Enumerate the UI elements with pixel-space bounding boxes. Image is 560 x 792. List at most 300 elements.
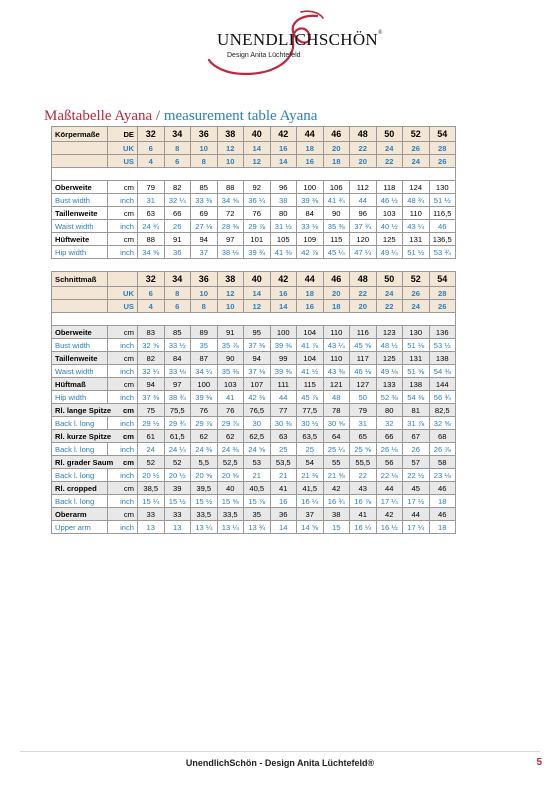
value-cell: 29 ⅞ bbox=[244, 220, 271, 233]
value-cell: 57 bbox=[403, 456, 430, 469]
value-cell: 41 bbox=[217, 391, 244, 404]
brand-logo bbox=[205, 8, 383, 83]
size-cell: 10 bbox=[217, 300, 244, 313]
body-measurement-table bbox=[51, 126, 456, 259]
value-cell: 33 ⅛ bbox=[297, 220, 324, 233]
size-cell: 46 bbox=[323, 127, 350, 142]
value-cell: 38 ¾ bbox=[164, 391, 191, 404]
value-cell: 85 bbox=[191, 181, 218, 194]
value-cell: 41 ½ bbox=[297, 365, 324, 378]
value-cell: 41 ¾ bbox=[323, 194, 350, 207]
value-cell: 97 bbox=[217, 233, 244, 246]
value-cell: 20 ½ bbox=[138, 469, 165, 482]
value-cell: 103 bbox=[217, 378, 244, 391]
value-cell: 138 bbox=[403, 378, 430, 391]
size-system-label: UK bbox=[108, 142, 138, 155]
value-cell: 39 ¾ bbox=[244, 246, 271, 259]
value-cell: 21 bbox=[244, 469, 271, 482]
value-cell: 17 ¼ bbox=[403, 521, 430, 534]
measurement-row-cm bbox=[52, 404, 456, 417]
value-cell: 46 ⅛ bbox=[350, 365, 377, 378]
size-system-label: US bbox=[108, 300, 138, 313]
size-cell: 32 bbox=[138, 272, 165, 287]
size-cell: 18 bbox=[323, 155, 350, 168]
unit-label: inch bbox=[108, 469, 138, 482]
value-cell: 18 bbox=[429, 521, 456, 534]
measurement-row-inch bbox=[52, 417, 456, 430]
measurement-label: Bust width bbox=[52, 194, 108, 207]
value-cell: 67 bbox=[403, 430, 430, 443]
value-cell: 46 bbox=[429, 508, 456, 521]
size-cell: 54 bbox=[429, 127, 456, 142]
value-cell: 51 ⅝ bbox=[403, 365, 430, 378]
value-cell: 96 bbox=[350, 207, 377, 220]
value-cell: 112 bbox=[350, 181, 377, 194]
value-cell: 51 ⅛ bbox=[403, 339, 430, 352]
value-cell: 53 bbox=[244, 456, 271, 469]
value-cell: 121 bbox=[323, 378, 350, 391]
value-cell: 63 bbox=[270, 430, 297, 443]
value-cell: 87 bbox=[191, 352, 218, 365]
value-cell: 123 bbox=[376, 326, 403, 339]
value-cell: 64 bbox=[323, 430, 350, 443]
value-cell: 22 ⅛ bbox=[376, 469, 403, 482]
unit-label: cm bbox=[108, 181, 138, 194]
measurement-label: Bust width bbox=[52, 339, 108, 352]
unit-label: inch bbox=[108, 339, 138, 352]
value-cell: 42 ⅞ bbox=[297, 246, 324, 259]
measurement-label-text: Rl. lange Spitze bbox=[55, 405, 112, 415]
value-cell: 31 bbox=[350, 417, 377, 430]
spacer-cell bbox=[52, 313, 456, 326]
value-cell: 35 ⅜ bbox=[323, 220, 350, 233]
unit-label: inch bbox=[108, 391, 138, 404]
value-cell: 18 bbox=[429, 495, 456, 508]
size-cell: 20 bbox=[350, 155, 377, 168]
value-cell: 20 ⅝ bbox=[191, 469, 218, 482]
measurement-row-inch bbox=[52, 521, 456, 534]
value-cell: 27 ⅛ bbox=[191, 220, 218, 233]
value-cell: 37 ⅜ bbox=[244, 339, 271, 352]
value-cell: 39 ⅜ bbox=[270, 365, 297, 378]
value-cell: 15 bbox=[323, 521, 350, 534]
value-cell: 29 ⅞ bbox=[191, 417, 218, 430]
value-cell: 99 bbox=[270, 352, 297, 365]
value-cell: 21 ⅝ bbox=[323, 469, 350, 482]
measurement-label: Taillenweite bbox=[52, 352, 108, 365]
value-cell: 51 ½ bbox=[429, 194, 456, 207]
value-cell: 35 bbox=[191, 339, 218, 352]
value-cell: 92 bbox=[244, 181, 271, 194]
value-cell: 32 ¼ bbox=[164, 194, 191, 207]
value-cell: 88 bbox=[138, 233, 165, 246]
value-cell: 13 bbox=[138, 521, 165, 534]
size-cell: 52 bbox=[403, 272, 430, 287]
size-cell: 34 bbox=[164, 272, 191, 287]
unit-label: cm bbox=[108, 352, 138, 365]
size-cell: 26 bbox=[403, 287, 430, 300]
size-cell: 24 bbox=[403, 155, 430, 168]
value-cell: 17 ¼ bbox=[376, 495, 403, 508]
measurement-row-cm bbox=[52, 326, 456, 339]
size-cell: 22 bbox=[376, 300, 403, 313]
value-cell: 62 bbox=[191, 430, 218, 443]
measurement-label: Upper arm bbox=[52, 521, 108, 534]
value-cell: 35 bbox=[244, 508, 271, 521]
title-german: Maßtabelle Ayana bbox=[44, 108, 153, 124]
value-cell: 15 ¼ bbox=[138, 495, 165, 508]
value-cell: 37 ¾ bbox=[350, 220, 377, 233]
size-cell: 38 bbox=[217, 127, 244, 142]
value-cell: 43 ⅜ bbox=[323, 365, 350, 378]
size-header-row bbox=[52, 300, 456, 313]
value-cell: 44 bbox=[270, 391, 297, 404]
value-cell: 106 bbox=[323, 181, 350, 194]
header-label: Körpermaße bbox=[52, 127, 108, 142]
value-cell: 117 bbox=[350, 352, 377, 365]
value-cell: 127 bbox=[350, 378, 377, 391]
value-cell: 40 ½ bbox=[376, 220, 403, 233]
value-cell: 52 bbox=[164, 456, 191, 469]
value-cell: 45 ⅝ bbox=[350, 339, 377, 352]
value-cell: 47 ¼ bbox=[350, 246, 377, 259]
value-cell: 105 bbox=[270, 233, 297, 246]
title-english: measurement table Ayana bbox=[163, 108, 318, 124]
measurement-label: Waist width bbox=[52, 365, 108, 378]
value-cell: 115 bbox=[297, 378, 324, 391]
size-cell: 26 bbox=[403, 142, 430, 155]
header-label: Schnittmaß bbox=[52, 272, 108, 287]
value-cell: 76 bbox=[217, 404, 244, 417]
value-cell: 85 bbox=[164, 326, 191, 339]
measurement-label: Back l. long bbox=[52, 495, 108, 508]
measurement-label: Oberweite bbox=[52, 326, 108, 339]
value-cell: 33,5 bbox=[191, 508, 218, 521]
value-cell: 42 ⅜ bbox=[244, 391, 271, 404]
size-header-row bbox=[52, 127, 456, 142]
value-cell: 61,5 bbox=[164, 430, 191, 443]
value-cell: 61 bbox=[138, 430, 165, 443]
value-cell: 38,5 bbox=[138, 482, 165, 495]
value-cell: 101 bbox=[244, 233, 271, 246]
value-cell: 31 ½ bbox=[270, 220, 297, 233]
value-cell: 5,5 bbox=[191, 456, 218, 469]
value-cell: 31 bbox=[138, 194, 165, 207]
value-cell: 30 ⅜ bbox=[270, 417, 297, 430]
unit-label: inch bbox=[108, 417, 138, 430]
value-cell: 34 ⅝ bbox=[138, 246, 165, 259]
value-cell: 100 bbox=[270, 326, 297, 339]
value-cell: 136,5 bbox=[429, 233, 456, 246]
size-cell: 18 bbox=[297, 287, 324, 300]
value-cell: 37 ⅜ bbox=[138, 391, 165, 404]
value-cell: 22 bbox=[350, 469, 377, 482]
value-cell: 24 ¼ bbox=[164, 443, 191, 456]
value-cell: 40,5 bbox=[244, 482, 271, 495]
size-cell: 50 bbox=[376, 127, 403, 142]
size-cell: 34 bbox=[164, 127, 191, 142]
measurement-row-inch bbox=[52, 495, 456, 508]
value-cell: 66 bbox=[164, 207, 191, 220]
value-cell: 46 bbox=[429, 220, 456, 233]
size-cell: 24 bbox=[403, 300, 430, 313]
value-cell: 24 bbox=[138, 443, 165, 456]
measurement-label: Back l. long bbox=[52, 469, 108, 482]
value-cell: 39 ⅜ bbox=[270, 339, 297, 352]
size-cell: 28 bbox=[429, 287, 456, 300]
value-cell: 23 ⅛ bbox=[429, 469, 456, 482]
value-cell: 104 bbox=[297, 352, 324, 365]
value-cell: 36 bbox=[164, 246, 191, 259]
size-system-label: UK bbox=[108, 287, 138, 300]
value-cell: 80 bbox=[270, 207, 297, 220]
value-cell: 72 bbox=[217, 207, 244, 220]
value-cell: 96 bbox=[270, 181, 297, 194]
value-cell: 36 ¼ bbox=[244, 194, 271, 207]
header-label bbox=[52, 142, 108, 155]
value-cell: 39,5 bbox=[191, 482, 218, 495]
value-cell: 38 bbox=[323, 508, 350, 521]
value-cell: 25 bbox=[297, 443, 324, 456]
size-system-label: US bbox=[108, 155, 138, 168]
value-cell: 33 ⅜ bbox=[191, 194, 218, 207]
value-cell: 52 bbox=[138, 456, 165, 469]
value-cell: 33 bbox=[138, 508, 165, 521]
size-cell: 50 bbox=[376, 272, 403, 287]
size-cell: 42 bbox=[270, 272, 297, 287]
value-cell: 44 bbox=[350, 194, 377, 207]
spacer-cell bbox=[52, 168, 456, 181]
value-cell: 110 bbox=[323, 352, 350, 365]
value-cell: 16 ¾ bbox=[323, 495, 350, 508]
size-cell: 16 bbox=[297, 155, 324, 168]
size-cell: 8 bbox=[164, 287, 191, 300]
measurement-label: Oberweite bbox=[52, 181, 108, 194]
value-cell: 81 bbox=[403, 404, 430, 417]
size-cell: 54 bbox=[429, 272, 456, 287]
size-header-row bbox=[52, 155, 456, 168]
measurement-row-inch bbox=[52, 246, 456, 259]
size-cell: 6 bbox=[164, 300, 191, 313]
value-cell: 43 ¼ bbox=[323, 339, 350, 352]
measurement-row-inch bbox=[52, 443, 456, 456]
value-cell: 28 ⅜ bbox=[217, 220, 244, 233]
pattern-measurement-table bbox=[51, 271, 456, 534]
value-cell: 24 ⅜ bbox=[191, 443, 218, 456]
value-cell: 16 ½ bbox=[376, 521, 403, 534]
logo-subtitle: Design Anita Lüchtefeld bbox=[227, 52, 301, 59]
value-cell: 15 ½ bbox=[191, 495, 218, 508]
value-cell: 39 ⅜ bbox=[297, 194, 324, 207]
value-cell: 91 bbox=[164, 233, 191, 246]
value-cell: 52 ⅜ bbox=[376, 391, 403, 404]
value-cell: 97 bbox=[164, 378, 191, 391]
value-cell: 37 bbox=[191, 246, 218, 259]
value-cell: 26 bbox=[403, 443, 430, 456]
value-cell: 52,5 bbox=[217, 456, 244, 469]
value-cell: 29 ½ bbox=[138, 417, 165, 430]
value-cell: 38 bbox=[270, 194, 297, 207]
size-system-label bbox=[108, 272, 138, 287]
value-cell: 29 ¾ bbox=[164, 417, 191, 430]
unit-label: cm bbox=[123, 431, 134, 441]
value-cell: 33 ⅛ bbox=[164, 365, 191, 378]
page-number: 5 bbox=[536, 757, 542, 768]
value-cell: 33,5 bbox=[217, 508, 244, 521]
value-cell: 125 bbox=[376, 233, 403, 246]
value-cell: 107 bbox=[244, 378, 271, 391]
value-cell: 54 bbox=[297, 456, 324, 469]
spacer-row bbox=[52, 168, 456, 181]
size-cell: 14 bbox=[244, 142, 271, 155]
value-cell: 79 bbox=[350, 404, 377, 417]
size-cell: 12 bbox=[244, 300, 271, 313]
size-cell: 26 bbox=[429, 300, 456, 313]
value-cell: 103 bbox=[376, 207, 403, 220]
size-header-row bbox=[52, 142, 456, 155]
size-cell: 18 bbox=[323, 300, 350, 313]
value-cell: 54 ⅜ bbox=[403, 391, 430, 404]
value-cell: 130 bbox=[429, 181, 456, 194]
spacer-row bbox=[52, 313, 456, 326]
value-cell: 30 ½ bbox=[297, 417, 324, 430]
size-cell: 10 bbox=[191, 287, 218, 300]
measurement-row-cm bbox=[52, 430, 456, 443]
value-cell: 78 bbox=[323, 404, 350, 417]
size-system-label: DE bbox=[108, 127, 138, 142]
value-cell: 111 bbox=[270, 378, 297, 391]
value-cell: 41 ⅜ bbox=[270, 246, 297, 259]
value-cell: 49 ⅛ bbox=[376, 365, 403, 378]
measurement-label: Back l. long bbox=[52, 443, 108, 456]
value-cell: 53 ½ bbox=[429, 339, 456, 352]
size-cell: 6 bbox=[164, 155, 191, 168]
unit-label: cm bbox=[108, 326, 138, 339]
size-cell: 42 bbox=[270, 127, 297, 142]
measurement-row-cm bbox=[52, 456, 456, 469]
size-cell: 12 bbox=[244, 155, 271, 168]
value-cell: 110 bbox=[323, 326, 350, 339]
measurement-label: Rl. cropped bbox=[52, 482, 108, 495]
measurement-row-inch bbox=[52, 365, 456, 378]
value-cell: 58 bbox=[429, 456, 456, 469]
header-label bbox=[52, 155, 108, 168]
value-cell: 50 bbox=[350, 391, 377, 404]
value-cell: 68 bbox=[429, 430, 456, 443]
value-cell: 41 bbox=[350, 508, 377, 521]
value-cell: 65 bbox=[350, 430, 377, 443]
value-cell: 130 bbox=[403, 326, 430, 339]
value-cell: 48 ¾ bbox=[403, 194, 430, 207]
measurement-label-text: Rl. grader Saum bbox=[55, 457, 114, 467]
value-cell: 40 bbox=[217, 482, 244, 495]
value-cell: 133 bbox=[376, 378, 403, 391]
value-cell: 32 ⅝ bbox=[429, 417, 456, 430]
measurement-row-inch bbox=[52, 339, 456, 352]
unit-label: cm bbox=[108, 378, 138, 391]
measurement-label-text: Rl. kurze Spitze bbox=[55, 431, 112, 441]
value-cell: 53 ¾ bbox=[429, 246, 456, 259]
unit-label: inch bbox=[108, 365, 138, 378]
value-cell: 35 ⅜ bbox=[217, 365, 244, 378]
value-cell: 90 bbox=[323, 207, 350, 220]
size-cell: 52 bbox=[403, 127, 430, 142]
size-cell: 12 bbox=[217, 142, 244, 155]
size-cell: 8 bbox=[164, 142, 191, 155]
value-cell: 48 bbox=[323, 391, 350, 404]
value-cell: 83 bbox=[138, 326, 165, 339]
measurement-row-cm bbox=[52, 378, 456, 391]
size-cell: 16 bbox=[297, 300, 324, 313]
value-cell: 124 bbox=[403, 181, 430, 194]
unit-label: cm bbox=[123, 405, 134, 415]
value-cell: 131 bbox=[403, 352, 430, 365]
measurement-row-cm bbox=[52, 482, 456, 495]
measurement-row-cm bbox=[52, 181, 456, 194]
size-cell: 24 bbox=[376, 287, 403, 300]
size-cell: 10 bbox=[191, 142, 218, 155]
size-cell: 36 bbox=[191, 127, 218, 142]
value-cell: 26 ⅞ bbox=[429, 443, 456, 456]
value-cell: 20 ⅝ bbox=[217, 469, 244, 482]
value-cell: 21 bbox=[270, 469, 297, 482]
value-cell: 14 ⅝ bbox=[297, 521, 324, 534]
value-cell: 56 bbox=[376, 456, 403, 469]
measurement-row-inch bbox=[52, 220, 456, 233]
value-cell: 25 bbox=[270, 443, 297, 456]
size-cell: 4 bbox=[138, 300, 165, 313]
value-cell: 94 bbox=[138, 378, 165, 391]
page-title bbox=[44, 108, 317, 125]
footer-divider bbox=[20, 751, 540, 752]
size-cell: 40 bbox=[244, 272, 271, 287]
size-cell: 22 bbox=[376, 155, 403, 168]
unit-label: inch bbox=[108, 220, 138, 233]
value-cell: 32 bbox=[376, 417, 403, 430]
value-cell: 55 bbox=[323, 456, 350, 469]
size-cell: 16 bbox=[270, 142, 297, 155]
value-cell: 37 ⅛ bbox=[244, 365, 271, 378]
value-cell: 22 ½ bbox=[403, 469, 430, 482]
value-cell: 36 bbox=[270, 508, 297, 521]
value-cell: 76 bbox=[244, 207, 271, 220]
value-cell: 17 ½ bbox=[403, 495, 430, 508]
value-cell: 51 ½ bbox=[403, 246, 430, 259]
value-cell: 24 ⅜ bbox=[217, 443, 244, 456]
value-cell: 41,5 bbox=[297, 482, 324, 495]
size-cell: 10 bbox=[217, 155, 244, 168]
measurement-label: Back l. long bbox=[52, 417, 108, 430]
value-cell: 44 bbox=[403, 508, 430, 521]
value-cell: 41 bbox=[270, 482, 297, 495]
value-cell: 48 ½ bbox=[376, 339, 403, 352]
value-cell: 32 ⅝ bbox=[138, 339, 165, 352]
value-cell: 54 ⅜ bbox=[429, 365, 456, 378]
value-cell: 63,5 bbox=[297, 430, 324, 443]
value-cell: 46 ½ bbox=[376, 194, 403, 207]
value-cell: 49 ¼ bbox=[376, 246, 403, 259]
value-cell: 16 ⅞ bbox=[350, 495, 377, 508]
value-cell: 75,5 bbox=[164, 404, 191, 417]
value-cell: 94 bbox=[244, 352, 271, 365]
measurement-label: Oberarm bbox=[52, 508, 108, 521]
footer-text: UnendlichSchön - Design Anita Lüchtefeld® bbox=[185, 758, 375, 768]
size-cell: 6 bbox=[138, 142, 165, 155]
size-cell: 32 bbox=[138, 127, 165, 142]
value-cell: 13 ¾ bbox=[244, 521, 271, 534]
value-cell: 14 bbox=[270, 521, 297, 534]
measurement-row-cm bbox=[52, 508, 456, 521]
